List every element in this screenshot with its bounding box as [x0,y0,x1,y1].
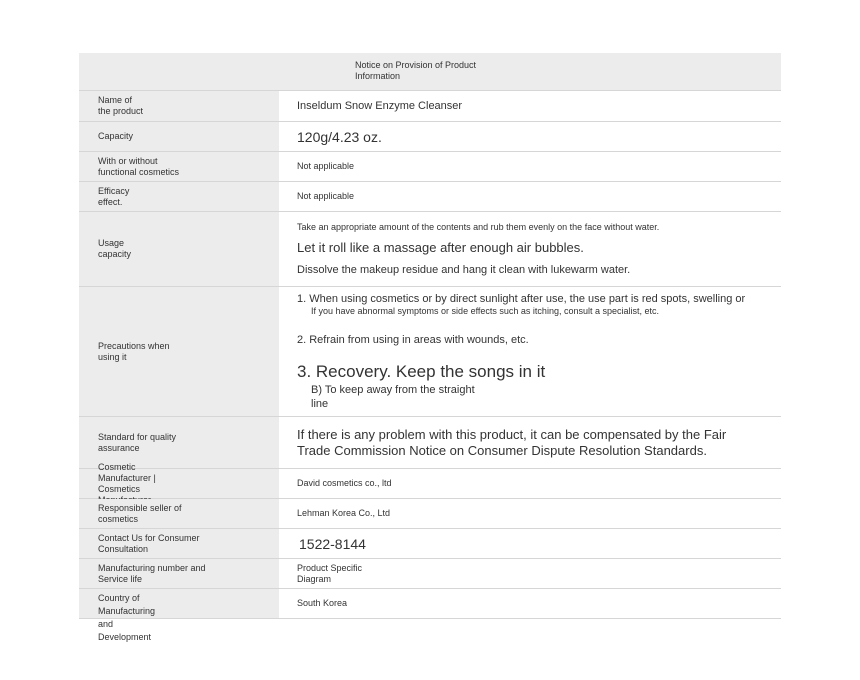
label-text: Usage capacity [98,238,132,259]
row-quality-assurance [79,417,781,469]
value-text: Not applicable [297,191,355,201]
value-text: South Korea [297,598,348,608]
usage-line-1: Take an appropriate amount of the contents and rub them evenly on the face without water. [297,221,660,232]
value-text: Not applicable [297,161,355,171]
precaution-item-3: 3. Recovery. Keep the songs in it [297,362,546,381]
precaution-item-2: 2. Refrain from using in areas with wounds, etc. [297,334,529,346]
row-functional-cosmetics [79,152,781,182]
label-text: Manufacturing number and Service life [98,562,206,584]
label-text: Precautions when using it [98,340,170,362]
row-value [279,152,781,181]
row-value [279,417,781,468]
table-title: Notice on Provision of Product Information [355,60,477,81]
value-text: Inseldum Snow Enzyme Cleanser [297,100,463,112]
row-product-name [79,91,781,122]
row-label [79,91,279,121]
row-usage [79,212,781,287]
row-precautions [79,287,781,417]
value-text: 1522-8144 [299,535,366,552]
row-label [79,417,279,468]
row-value [279,91,781,121]
row-capacity [79,122,781,152]
row-value [279,287,781,416]
label-text: Cosmetic Manufacturer | Cosmetics [98,461,156,494]
value-text: Product Specific Diagram [297,562,363,584]
value-text: If there is any problem with this product, it can be compensated by the Fair Trade Commission Notice on Consumer Dispute Resolution Standards. [297,426,727,458]
precaution-item-1: 1. When using cosmetics or by direct sunlight after use, the use part is red spots, swelling or [297,293,746,305]
row-label [79,461,279,498]
precaution-item-3-detail: B) To keep away from the straight line [311,384,475,410]
label-text: Contact Us for Consumer Consultation [98,532,200,554]
row-label [79,499,279,528]
label-text: Responsible seller of cosmetics [98,502,182,524]
row-value [279,469,781,498]
row-value [279,499,781,528]
row-value [279,212,781,286]
row-value [279,559,781,588]
row-label [79,152,279,181]
row-manufacturing-number [79,559,781,589]
row-label [79,212,279,286]
row-value [279,182,781,211]
label-text: Country of Manufacturing and Development [98,593,156,642]
label-text: Capacity [98,131,134,141]
row-consumer-contact [79,529,781,559]
row-label [79,529,279,558]
row-efficacy [79,182,781,212]
usage-line-3: Dissolve the makeup residue and hang it clean with lukewarm water. [297,263,631,276]
row-value [279,122,781,151]
row-label [79,589,279,642]
row-label [79,287,279,416]
row-label [79,182,279,211]
row-country-of-origin [79,589,781,642]
label-text: Efficacy effect. [98,185,130,207]
row-manufacturer [79,461,781,499]
precaution-item-1-detail: If you have abnormal symptoms or side effects such as itching, consult a specialist, etc. [311,306,659,316]
row-label [79,122,279,151]
label-text: With or without functional cosmetics [98,155,180,177]
value-text: David cosmetics co., ltd [297,478,392,488]
value-text: 120g/4.23 oz. [297,128,382,145]
label-text: Standard for quality assurance [98,431,177,453]
value-text: Lehman Korea Co., Ltd [297,508,391,518]
usage-line-2: Let it roll like a massage after enough air bubbles. [297,239,584,255]
row-value [279,589,781,618]
label-text: Name of the product [98,95,144,116]
product-info-table [79,53,781,642]
row-label [79,559,279,588]
row-value [279,529,781,558]
table-header [79,53,781,91]
row-responsible-seller [79,499,781,529]
